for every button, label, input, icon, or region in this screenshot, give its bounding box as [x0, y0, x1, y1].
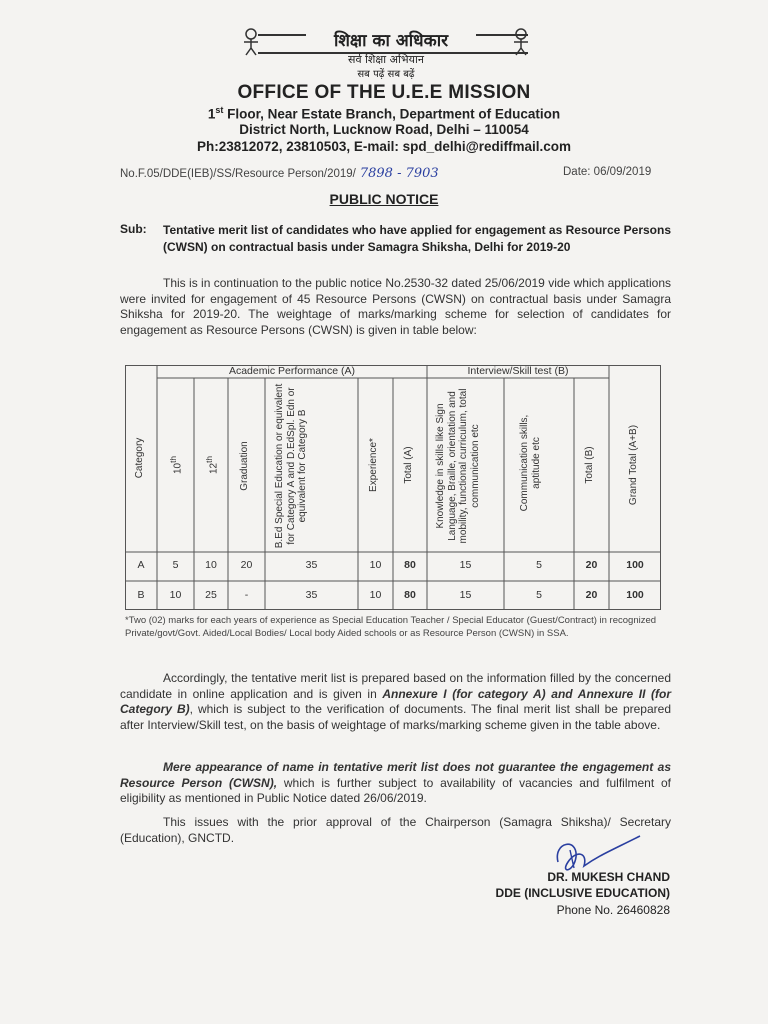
- row-b-12th: 25: [205, 589, 217, 601]
- paragraph-disclaimer: [120, 760, 671, 807]
- logo-title: शिक्षा का अधिकार: [306, 28, 476, 51]
- office-title: OFFICE OF THE U.E.E MISSION: [237, 82, 531, 103]
- paragraph-merit-list-part2: , which is subject to the verification of documents. The final merit list shall be prepared after Interview/Skill test, on the basis of weightage of marks/marking scheme given in the table above.: [120, 702, 671, 732]
- annexure-reference: Annexure I (for category A) and Annexure II (for Category B): [120, 686, 671, 716]
- header-graduation: Graduation: [239, 441, 250, 491]
- header-12th-sup: th: [204, 455, 214, 463]
- notice-heading: [0, 191, 768, 207]
- logo-tagline-2: सब पढ़ें सब बढ़ें: [357, 69, 415, 80]
- notice-title: PUBLIC NOTICE: [329, 191, 439, 207]
- row-b-experience: 10: [369, 589, 382, 601]
- floor-suffix: st: [215, 105, 224, 115]
- logo-tagline-1: सर्व शिक्षा अभियान: [348, 53, 424, 66]
- signatory-designation: DDE (INCLUSIVE EDUCATION): [495, 886, 670, 900]
- paragraph-merit-list: [120, 671, 671, 733]
- row-a-total-a: 80: [404, 559, 416, 571]
- reference-number: [120, 166, 439, 181]
- row-a-10th: 5: [172, 559, 179, 571]
- row-a-total-b: 20: [585, 559, 598, 571]
- header-bed-special-education: B.Ed Special Education or equivalent for Category A and D.EdSpl. Edn or equivalent for Category B: [274, 383, 308, 549]
- paragraph-merit-list-part1: Accordingly, the tentative merit list is prepared based on the information filled by the concerned candidate in online application and is given in: [120, 671, 671, 701]
- address-line-1: [0, 105, 768, 122]
- paragraph-intro-text: This is in continuation to the public notice No.2530-32 dated 25/06/2019 vide which applications were invited for engagement of 45 Resource Persons (CWSN) on contractual basis under Samagra Shiksha for 2019-20. The weightage of marks/marking scheme for selection of candidates for engagement as Resource Persons (CWSN) is given in table below:: [120, 276, 671, 337]
- row-a-experience: 10: [369, 559, 382, 571]
- row-a-communication: 5: [536, 559, 542, 571]
- row-a-grand-total: 100: [626, 559, 644, 571]
- header-total-a: Total (A): [403, 446, 414, 484]
- header-10th-sup: th: [168, 455, 178, 463]
- header-knowledge-skills: Knowledge in skills like Sign Language, Braille, orientation and mobility, functional curriculum, total communication etc: [435, 388, 481, 544]
- row-b-bed: 35: [305, 589, 318, 601]
- header-experience: Experience*: [368, 438, 379, 492]
- header-grand-total: Grand Total (A+B): [628, 424, 639, 506]
- row-b-communication: 5: [536, 589, 542, 601]
- group-header-academic: Academic Performance (A): [228, 365, 356, 377]
- header-10th: [168, 445, 182, 485]
- row-a-graduation: 20: [240, 559, 253, 571]
- address-line-2: District North, Lucknow Road, Delhi – 110054: [239, 122, 529, 137]
- subject-text: Tentative merit list of candidates who have applied for engagement as Resource Persons (CWSN) on contractual basis under Samagra Shiksha, Delhi for 2019-20: [163, 223, 671, 254]
- experience-footnote: *Two (02) marks for each years of experience as Special Education Teacher / Special Educator (Guest/Contract) in recognized Private/govt/Govt. Aided/Local Bodies/ Local body Aided schools or as Resource Person (CWSN) in SSA.: [125, 615, 657, 639]
- row-a-category: A: [137, 559, 145, 571]
- paragraph-intro: [120, 276, 671, 338]
- row-b-10th: 10: [169, 589, 182, 601]
- row-a-bed: 35: [305, 559, 318, 571]
- disclaimer-rest: which is further subject to availability of vacancies and fulfilment of eligibility as mentioned in Public Notice dated 26/06/2019.: [120, 775, 671, 805]
- header-12th: [204, 445, 218, 485]
- paragraph-approval-text: This issues with the prior approval of the Chairperson (Samagra Shiksha)/ Secretary (Education), GNCTD.: [120, 815, 671, 845]
- reference-text: No.F.05/DDE(IEB)/SS/Resource Person/2019/: [120, 168, 356, 180]
- subject-label: Sub:: [120, 222, 147, 236]
- row-a-12th: 10: [205, 559, 217, 571]
- header-communication-skills: Communication skills, aptitude etc: [519, 414, 542, 512]
- table-grid: [125, 365, 661, 610]
- row-a-knowledge: 15: [459, 559, 472, 571]
- header-category: Category: [134, 437, 145, 479]
- disclaimer-emphasis: Mere appearance of name in tentative merit list does not guarantee the engagement as Resource Person (CWSN),: [120, 760, 671, 790]
- row-b-grand-total: 100: [626, 589, 644, 601]
- handwritten-dispatch-number: 7898 - 7903: [359, 166, 439, 181]
- address-line-1-rest: Floor, Near Estate Branch, Department of Education: [223, 106, 561, 122]
- notice-date: Date: 06/09/2019: [563, 166, 652, 178]
- header-12th-num: 12: [208, 462, 220, 475]
- marking-scheme-table: [125, 365, 661, 610]
- signatory-phone: Phone No. 26460828: [556, 903, 670, 917]
- row-b-category: B: [137, 589, 145, 601]
- ssa-logo: [236, 24, 536, 82]
- row-b-knowledge: 15: [459, 589, 472, 601]
- row-b-graduation: -: [244, 589, 249, 601]
- header-total-b: Total (B): [584, 446, 595, 484]
- row-b-total-a: 80: [404, 589, 416, 601]
- row-b-total-b: 20: [585, 589, 598, 601]
- signatory-name: DR. MUKESH CHAND: [547, 870, 670, 884]
- contact-line: Ph:23812072, 23810503, E-mail: spd_delhi@rediffmail.com: [196, 139, 572, 154]
- group-header-interview: Interview/Skill test (B): [467, 365, 569, 377]
- header-10th-num: 10: [172, 462, 184, 475]
- floor-number: 1: [207, 106, 216, 122]
